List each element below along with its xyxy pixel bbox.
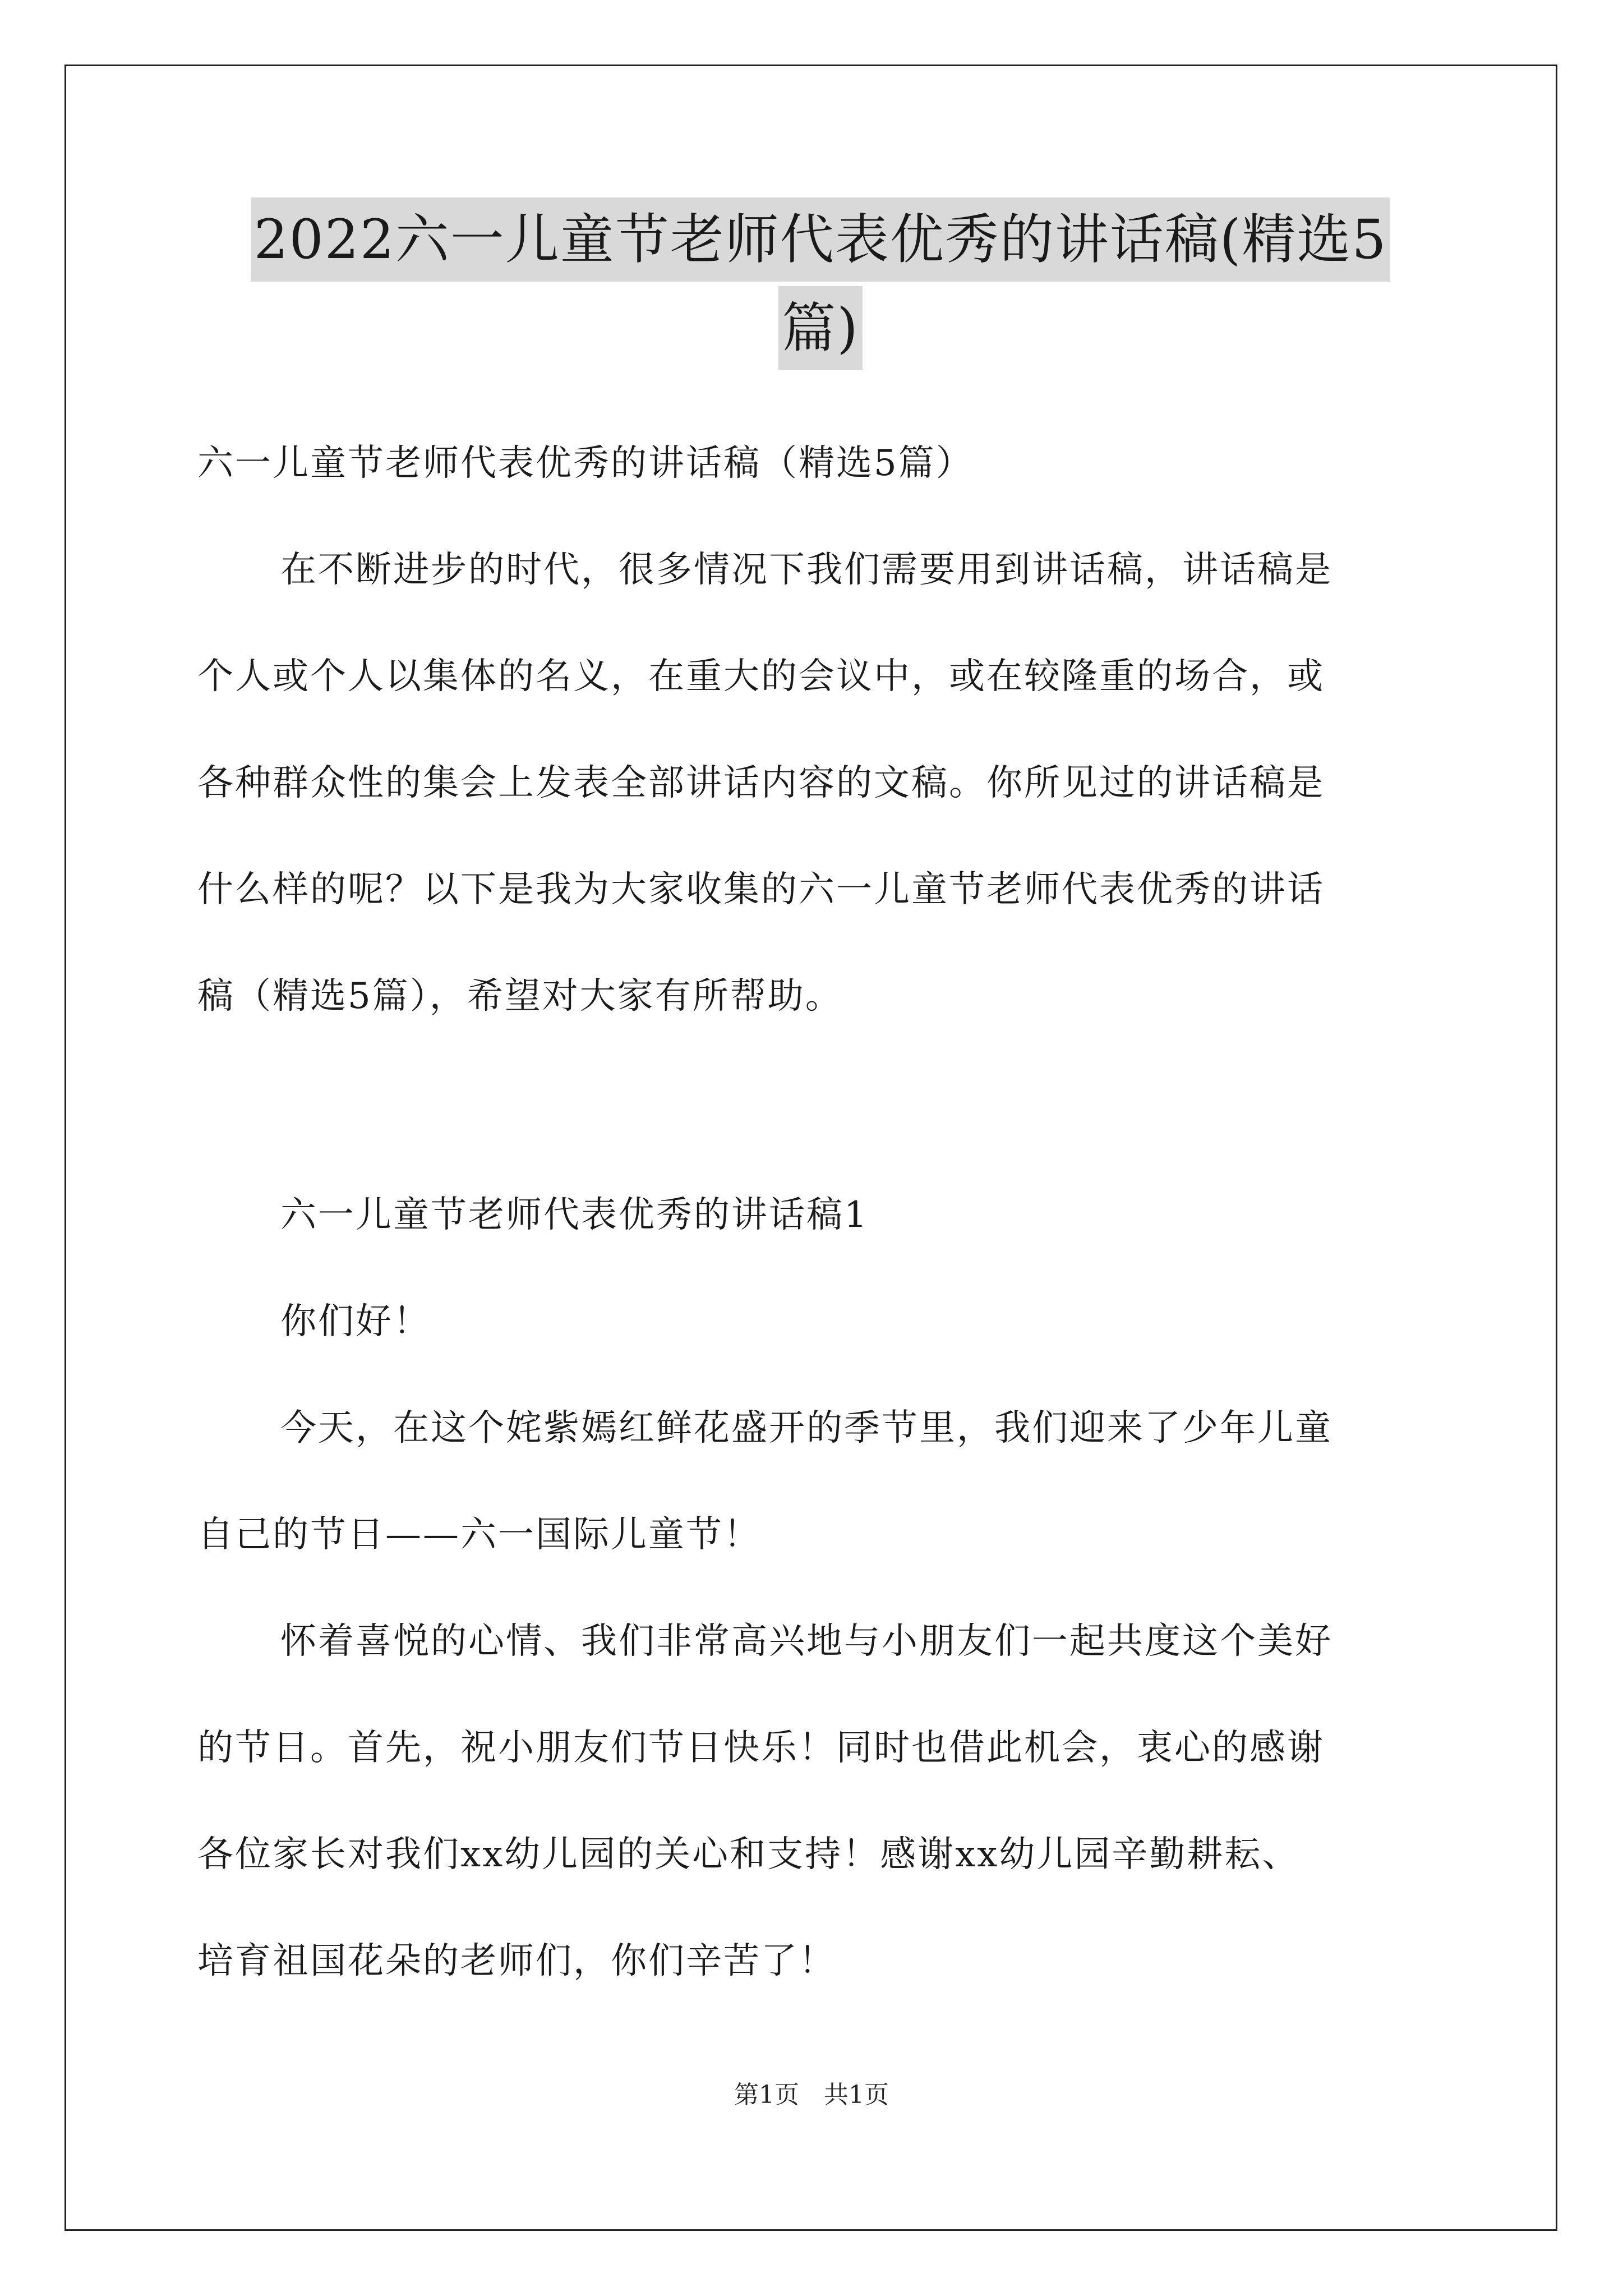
intro-line: 在不断进步的时代，很多情况下我们需要用到讲话稿，讲话稿是 <box>280 549 1332 591</box>
title-line-2: 篇) <box>778 286 862 370</box>
paragraph-line: 培育祖国花朵的老师们，你们辛苦了！ <box>197 1940 836 1982</box>
paragraph-line: 今天，在这个姹紫嫣红鲜花盛开的季节里，我们迎来了少年儿童 <box>280 1407 1332 1449</box>
intro-line: 个人或个人以集体的名义，在重大的会议中，或在较隆重的场合，或 <box>197 656 1325 697</box>
title-line-1: 2022六一儿童节老师代表优秀的讲话稿(精选5 <box>251 197 1391 282</box>
intro-line: 各种群众性的集会上发表全部讲话内容的文稿。你所见过的讲话稿是 <box>197 762 1325 804</box>
paragraph-line: 自己的节日——六一国际儿童节！ <box>197 1514 761 1556</box>
intro-line: 什么样的呢？以下是我为大家收集的六一儿童节老师代表优秀的讲话 <box>197 869 1325 910</box>
section-heading: 六一儿童节老师代表优秀的讲话稿1 <box>280 1194 869 1236</box>
greeting: 你们好！ <box>280 1301 431 1342</box>
document-title <box>196 197 1445 370</box>
page-border <box>64 65 1557 2231</box>
intro-line: 稿（精选5篇），希望对大家有所帮助。 <box>197 976 843 1017</box>
paragraph-line: 各位家长对我们xx幼儿园的关心和支持！感谢xx幼儿园辛勤耕耘、 <box>197 1834 1300 1875</box>
paragraph-line: 的节日。首先，祝小朋友们节日快乐！同时也借此机会，衷心的感谢 <box>197 1727 1325 1769</box>
paragraph-line: 怀着喜悦的心情、我们非常高兴地与小朋友们一起共度这个美好 <box>280 1621 1332 1662</box>
page-footer: 第1页 共1页 <box>734 2081 889 2109</box>
subtitle: 六一儿童节老师代表优秀的讲话稿（精选5篇） <box>197 443 974 484</box>
